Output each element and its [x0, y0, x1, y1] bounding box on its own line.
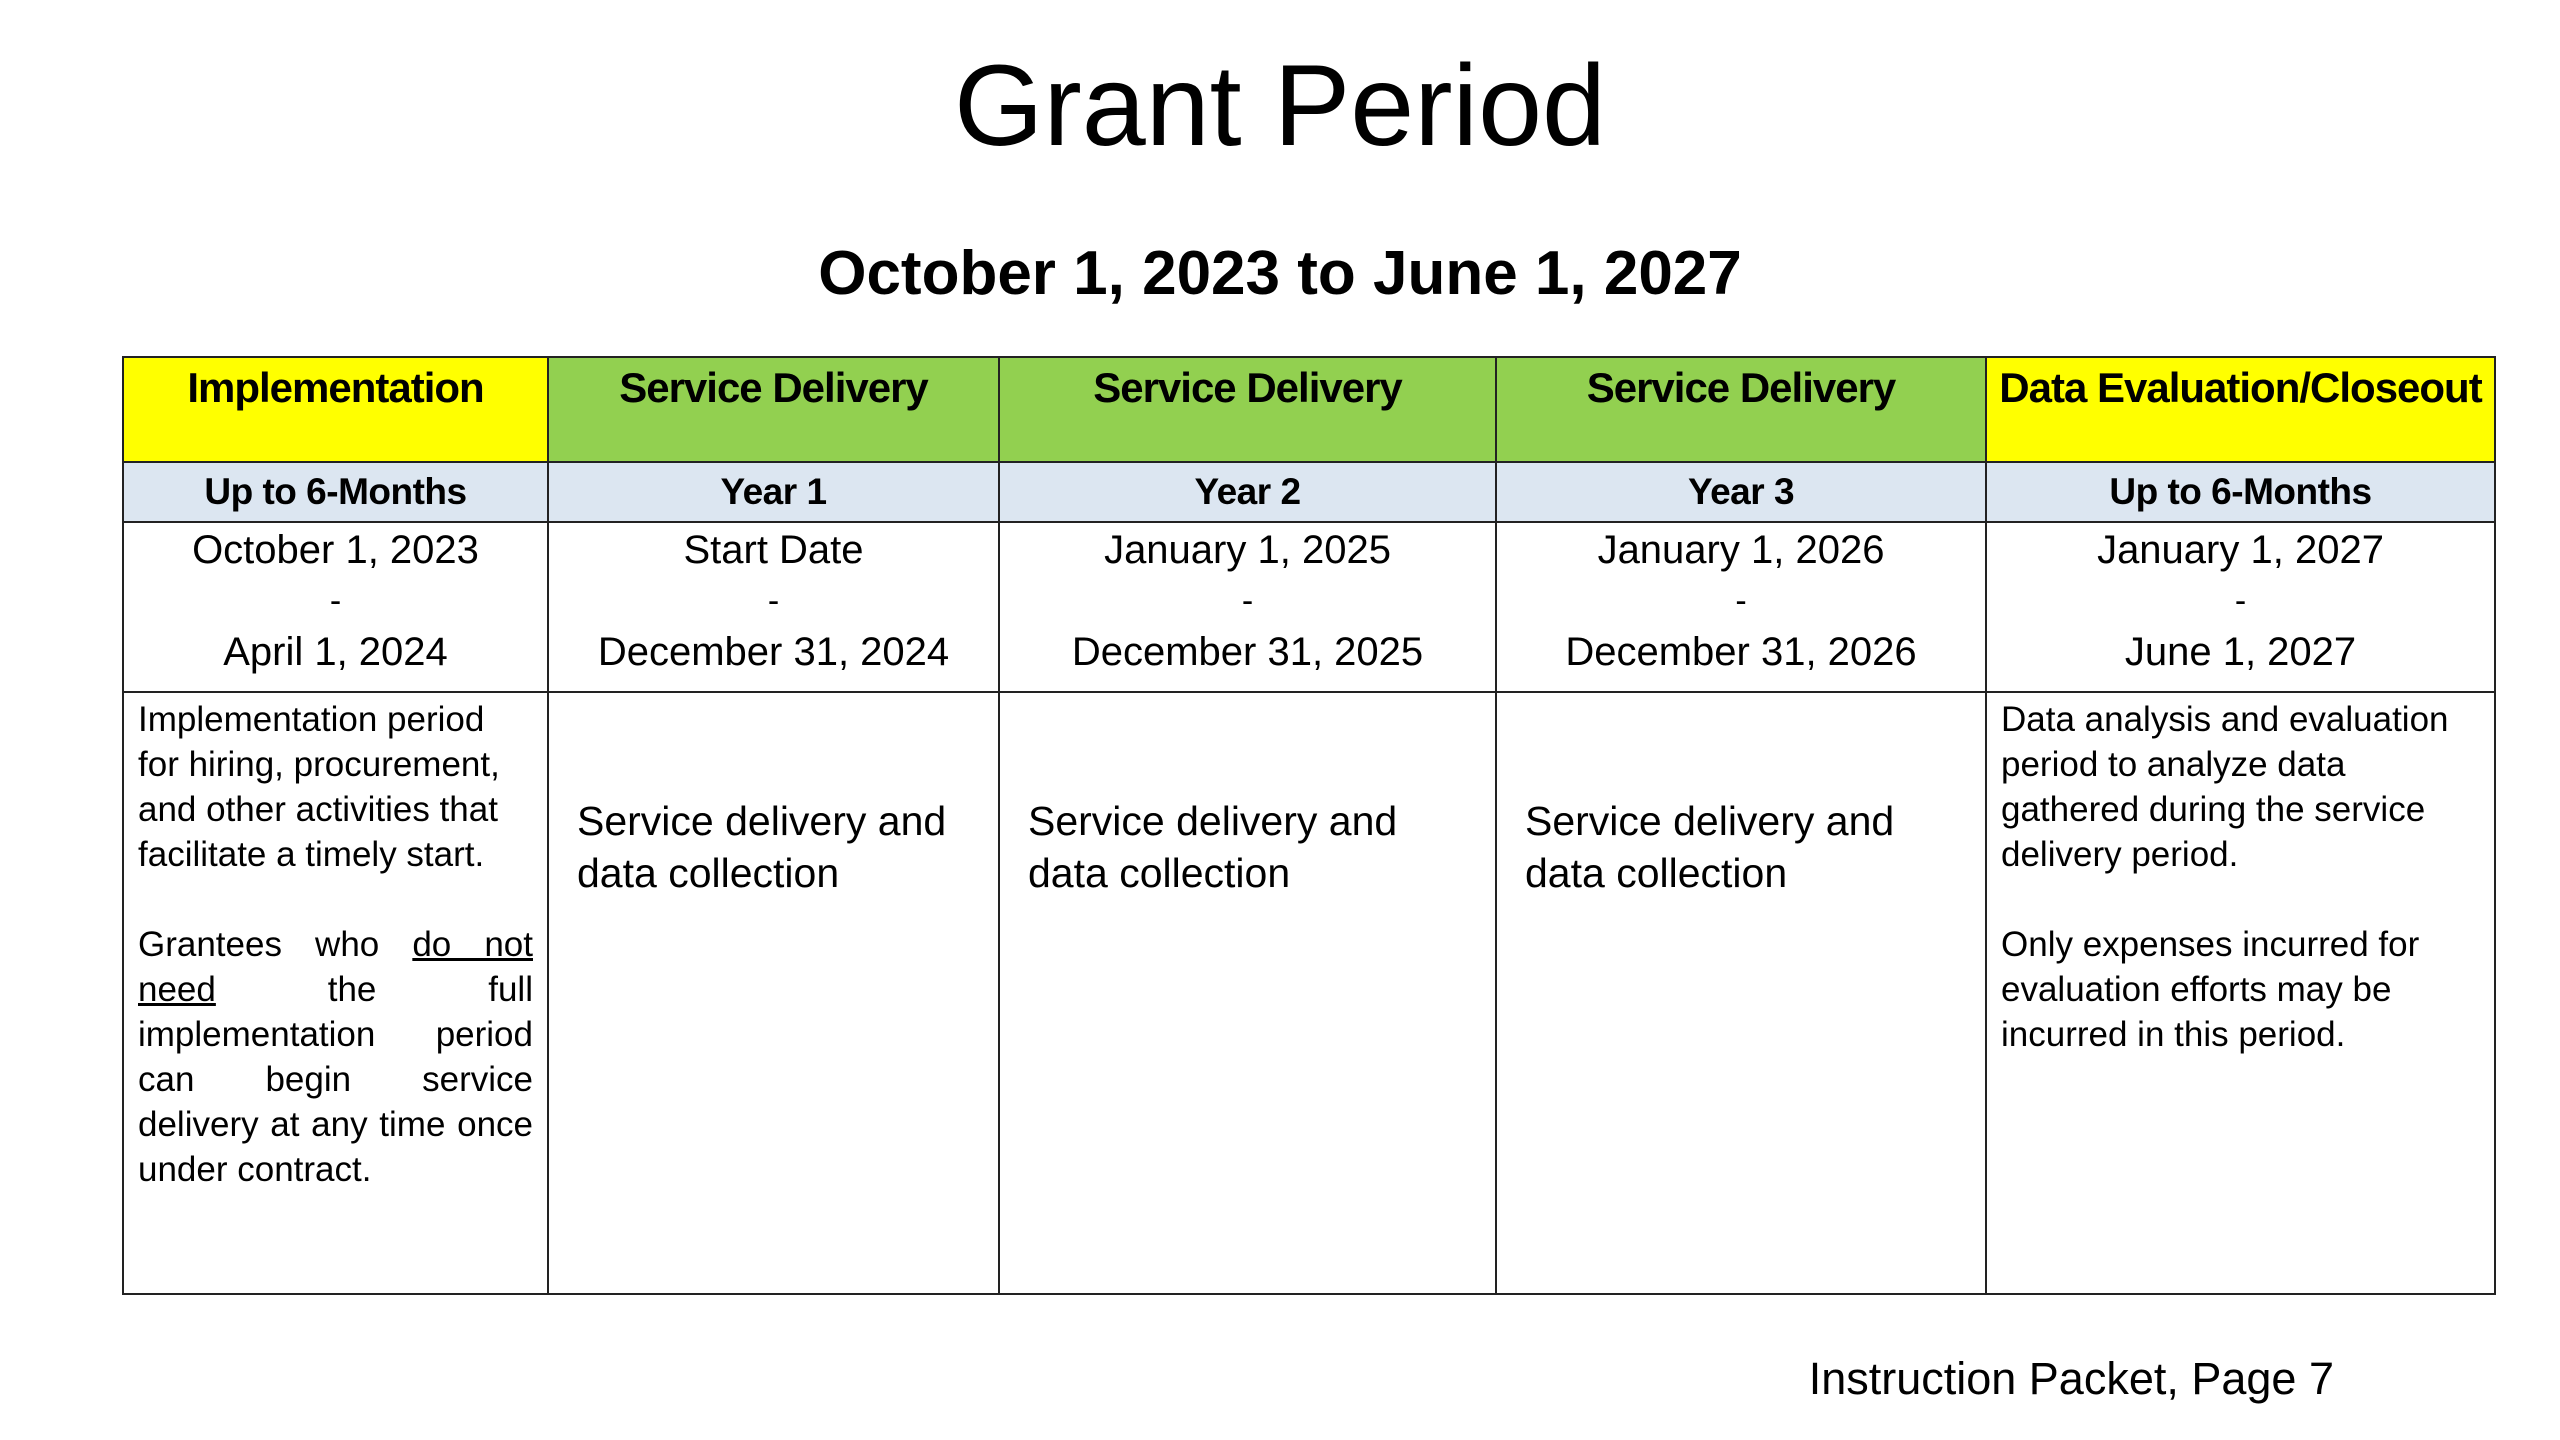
grant-date-range: October 1, 2023 to June 1, 2027: [818, 239, 1742, 308]
grant-period-table: [122, 356, 2496, 1295]
implementation-note-post: the full implementation period can begin service delivery at any time once under contract.: [138, 970, 533, 1189]
phase-header-service-year3: Service Delivery: [1496, 357, 1986, 462]
dates-year2: [999, 522, 1496, 692]
date-start: January 1, 2025: [1104, 528, 1391, 572]
phase-header-row: [123, 357, 2495, 462]
description-year2: [999, 692, 1496, 1294]
page-footer: Instruction Packet, Page 7: [1808, 1353, 2334, 1404]
date-start: Start Date: [683, 528, 864, 572]
duration-year3: Year 3: [1496, 462, 1986, 522]
description-row: [123, 692, 2495, 1294]
service-description: Service delivery and data collection: [1525, 798, 1895, 896]
dates-year3: [1496, 522, 1986, 692]
date-end: December 31, 2026: [1565, 630, 1917, 674]
closeout-description: Data analysis and evaluation period to analyze data gathered during the service delivery period.: [2001, 700, 2449, 874]
date-separator: -: [767, 582, 780, 620]
date-start: October 1, 2023: [192, 528, 479, 572]
closeout-note: Only expenses incurred for evaluation efforts may be incurred in this period.: [2001, 925, 2420, 1054]
date-end: December 31, 2025: [1071, 630, 1424, 674]
dates-row: [123, 522, 2495, 692]
description-closeout: [1986, 692, 2495, 1294]
implementation-note-emphasis: do not need: [138, 925, 533, 1009]
description-year1: [548, 692, 999, 1294]
implementation-note: [138, 922, 533, 1192]
date-separator: -: [1735, 582, 1747, 620]
page-title: Grant Period: [954, 42, 1606, 170]
service-description: Service delivery and data collection: [577, 798, 947, 896]
date-end: December 31, 2024: [597, 630, 950, 674]
duration-implementation: Up to 6-Months: [123, 462, 548, 522]
phase-header-closeout: Data Evaluation/Closeout: [1986, 357, 2495, 462]
date-start: January 1, 2026: [1597, 528, 1885, 572]
duration-year2: Year 2: [999, 462, 1496, 522]
service-description: Service delivery and data collection: [1028, 798, 1398, 896]
description-year3: [1496, 692, 1986, 1294]
description-implementation: [123, 692, 548, 1294]
date-end: April 1, 2024: [223, 630, 448, 674]
phase-header-implementation: Implementation: [123, 357, 548, 462]
implementation-description: Implementation period for hiring, procurement, and other activities that facilitate a timely start.: [138, 700, 500, 874]
date-start: January 1, 2027: [2097, 528, 2384, 572]
dates-year1: [548, 522, 999, 692]
duration-row: [123, 462, 2495, 522]
phase-header-service-year1: Service Delivery: [548, 357, 999, 462]
dates-implementation: [123, 522, 548, 692]
date-end: June 1, 2027: [2124, 630, 2357, 674]
date-separator: -: [2234, 582, 2247, 620]
date-separator: -: [1241, 582, 1254, 620]
duration-year1: Year 1: [548, 462, 999, 522]
implementation-note-pre: Grantees who: [138, 925, 413, 964]
date-separator: -: [329, 582, 342, 620]
phase-header-service-year2: Service Delivery: [999, 357, 1496, 462]
duration-closeout: Up to 6-Months: [1986, 462, 2495, 522]
dates-closeout: [1986, 522, 2495, 692]
